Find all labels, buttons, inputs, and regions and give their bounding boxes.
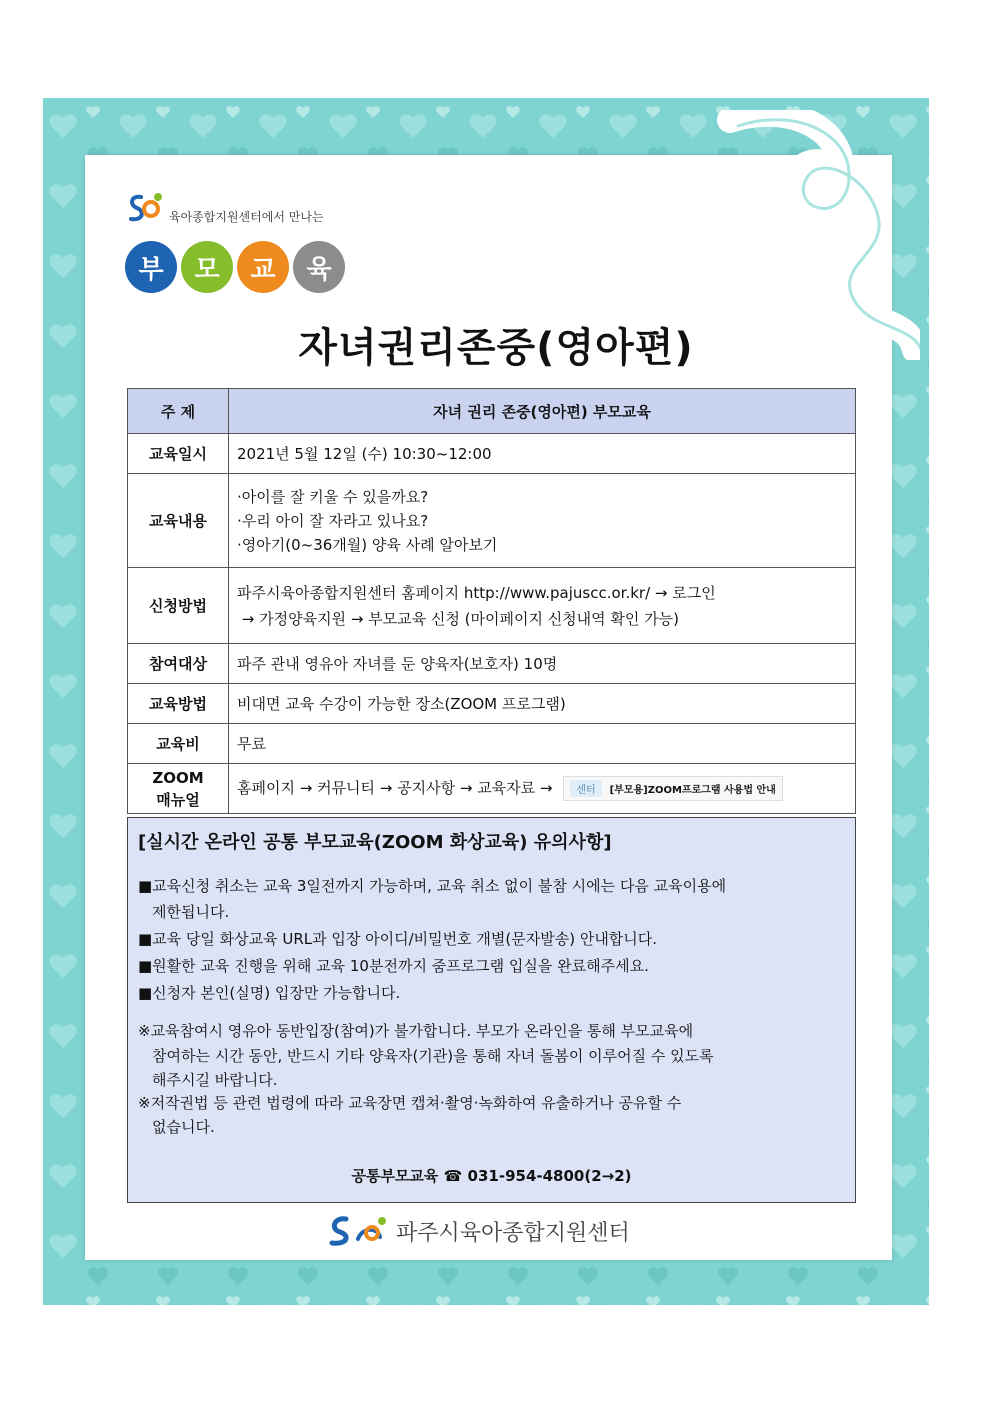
table-row — [128, 724, 856, 764]
parent-education-badges — [125, 241, 345, 293]
table-value: 비대면 교육 수강이 가능한 장소(ZOOM 프로그램) — [229, 684, 856, 724]
program-info-table — [127, 388, 856, 814]
content-line: ·우리 아이 잘 자라고 있나요? — [237, 511, 429, 530]
badge-circle: 모 — [181, 241, 233, 293]
badge-circle: 육 — [293, 241, 345, 293]
table-label: 참여대상 — [128, 644, 229, 684]
table-row — [128, 474, 856, 568]
table-row — [128, 434, 856, 474]
center-logo-line — [127, 190, 324, 225]
table-label: 주 제 — [128, 389, 229, 434]
table-row — [128, 644, 856, 684]
table-value: 자녀 권리 존중(영아편) 부모교육 — [229, 389, 856, 434]
apply-line: 파주시육아종합지원센터 홈페이지 http://www.pajuscc.or.kr/ → 로그인 — [237, 583, 716, 602]
contact-phone: 공통부모교육 ☎ 031-954-4800(2→2) — [351, 1167, 632, 1185]
table-row — [128, 389, 856, 434]
notice-heading: [실시간 온라인 공통 부모교육(ZOOM 화상교육) 유의사항] — [138, 832, 612, 853]
tagline: 육아종합지원센터에서 만나는 — [169, 210, 324, 224]
center-chip: 센터 — [570, 780, 601, 797]
notice-bullet: 제한됩니다. — [152, 903, 230, 921]
table-label: 교육일시 — [128, 434, 229, 474]
table-label: 교육방법 — [128, 684, 229, 724]
footer-logo — [328, 1213, 630, 1249]
table-label: 교육내용 — [128, 474, 229, 568]
apply-line: → 가정양육지원 → 부모교육 신청 (마이페이지 신청내역 확인 가능) — [237, 609, 680, 628]
table-row — [128, 568, 856, 644]
table-value: 무료 — [229, 724, 856, 764]
notice-note: 해주시길 바랍니다. — [152, 1071, 278, 1089]
notice-box — [127, 817, 856, 1203]
table-value: 2021년 5월 12일 (수) 10:30~12:00 — [229, 434, 856, 474]
content-line: ·영아기(0~36개월) 양육 사례 알아보기 — [237, 535, 498, 554]
notice-note: 참여하는 시간 동안, 반드시 기타 양육자(기관)을 통해 자녀 돌봄이 이루어질 수 있도록 — [152, 1047, 714, 1065]
notice-bullet: ■신청자 본인(실명) 입장만 가능합니다. — [138, 984, 401, 1002]
table-value: 파주 관내 영유아 자녀를 둔 양육자(보호자) 10명 — [229, 644, 856, 684]
zoom-path: 홈페이지 → 커뮤니티 → 공지사항 → 교육자료 → — [237, 779, 553, 797]
notice-bullet: ■교육신청 취소는 교육 3일전까지 가능하며, 교육 취소 없이 불참 시에는 다음 교육이용에 — [138, 877, 727, 895]
table-row — [128, 684, 856, 724]
table-label: 신청방법 — [128, 568, 229, 644]
notice-bullet: ■원활한 교육 진행을 위해 교육 10분전까지 줌프로그램 입실을 완료해주세요. — [138, 957, 649, 975]
zoom-manual-link[interactable] — [563, 776, 783, 801]
notice-bullet: ■교육 당일 화상교육 URL과 입장 아이디/비밀번호 개별(문자발송) 안내합니다. — [138, 930, 658, 948]
content-line: ·아이를 잘 키울 수 있을까요? — [237, 487, 429, 506]
table-label: 매뉴얼 — [156, 790, 200, 809]
center-logo-icon — [127, 191, 165, 225]
badge-circle: 교 — [237, 241, 289, 293]
center-name: 파주시육아종합지원센터 — [396, 1220, 630, 1246]
zoom-manual-title: [부모용]ZOOM프로그램 사용법 안내 — [609, 785, 776, 796]
notice-note: ※교육참여시 영유아 동반입장(참여)가 불가합니다. 부모가 온라인을 통해 부모교육에 — [138, 1022, 694, 1040]
table-label: ZOOM — [152, 768, 204, 787]
notice-note: 없습니다. — [152, 1118, 215, 1136]
table-label: 교육비 — [128, 724, 229, 764]
page-title: 자녀권리존중(영아편) — [298, 325, 694, 371]
notice-note: ※저작권법 등 관련 법령에 따라 교육장면 캡쳐·촬영·녹화하여 유출하거나 공유할 수 — [138, 1094, 682, 1112]
center-logo-icon — [328, 1213, 390, 1249]
badge-circle: 부 — [125, 241, 177, 293]
table-row — [128, 764, 856, 814]
